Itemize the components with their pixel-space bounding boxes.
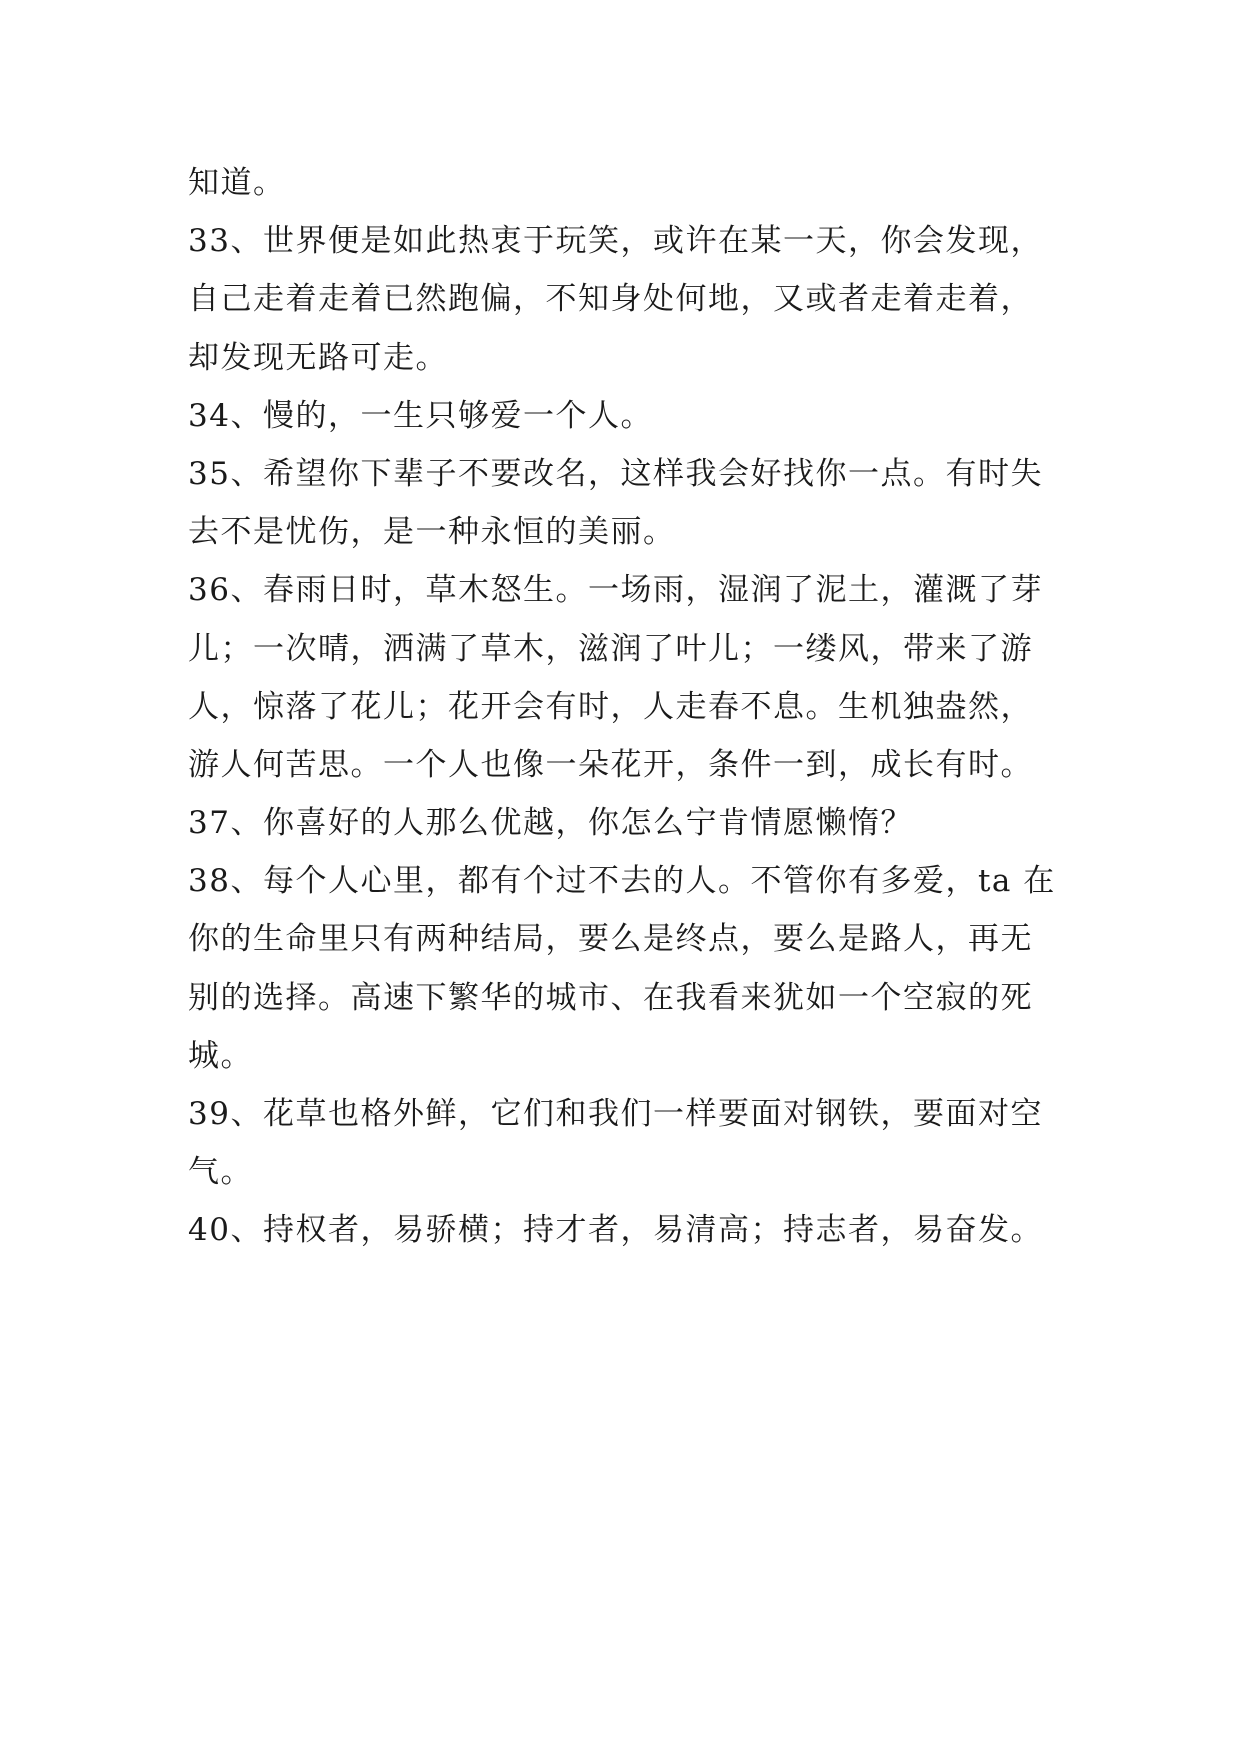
- text-line: 你的生命里只有两种结局，要么是终点，要么是路人，再无: [188, 921, 1033, 958]
- text-line: 知道。: [188, 165, 286, 201]
- text-line: 36、春雨日时，草木怒生。一场雨，湿润了泥土，灌溉了芽: [188, 572, 1043, 609]
- text-line: 去不是忧伤，是一种永恒的美丽。: [188, 514, 676, 551]
- text-line: 却发现无路可走。: [188, 339, 448, 376]
- text-line: 33、世界便是如此热衷于玩笑，或许在某一天，你会发现，: [188, 223, 1043, 260]
- text-line: 自己走着走着已然跑偏，不知身处何地，又或者走着走着，: [188, 281, 1033, 318]
- text-line: 别的选择。高速下繁华的城市、在我看来犹如一个空寂的死: [188, 979, 1033, 1016]
- text-line: 儿；一次晴，洒满了草木，滋润了叶儿；一缕风，带来了游: [188, 630, 1033, 667]
- text-line: 38、每个人心里，都有个过不去的人。不管你有多爱，ta 在: [188, 863, 1056, 900]
- text-line: 39、花草也格外鲜，它们和我们一样要面对钢铁，要面对空: [188, 1096, 1043, 1132]
- text-line: 气。: [188, 1154, 253, 1191]
- text-line: 城。: [188, 1037, 253, 1074]
- text-line: 34、慢的，一生只够爱一个人。: [188, 397, 653, 434]
- text-line: 40、持权者，易骄横；持才者，易清高；持志者，易奋发。: [188, 1212, 1043, 1249]
- text-line: 人，惊落了花儿；花开会有时，人走春不息。生机独盎然，: [188, 688, 1033, 725]
- text-line: 游人何苦思。一个人也像一朵花开，条件一到，成长有时。: [188, 746, 1033, 783]
- text-line: 37、你喜好的人那么优越，你怎么宁肯情愿懒惰？: [188, 805, 913, 842]
- text-line: 35、希望你下辈子不要改名，这样我会好找你一点。有时失: [188, 455, 1043, 492]
- body-text: [188, 154, 1088, 1260]
